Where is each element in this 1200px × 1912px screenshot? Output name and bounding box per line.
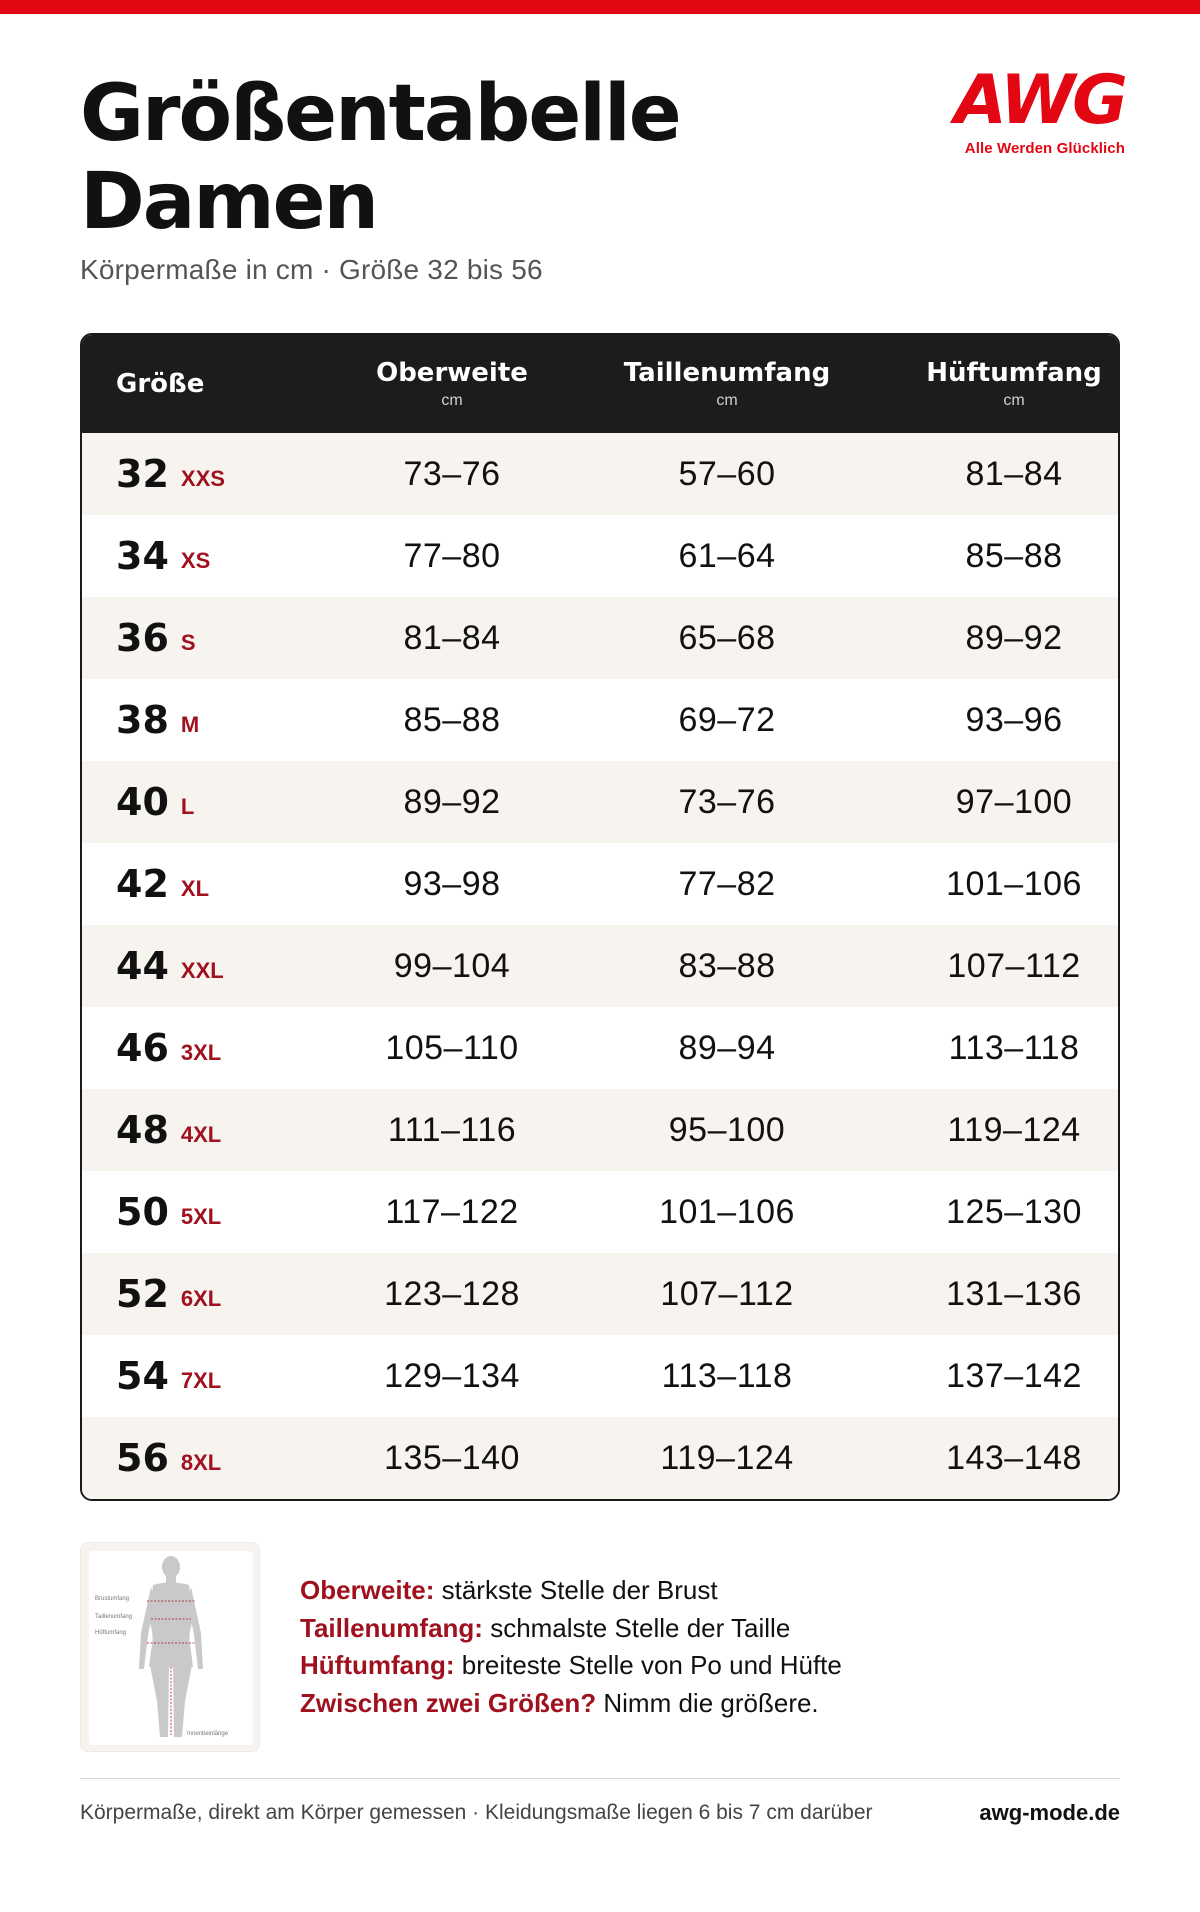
table-row [82,925,1118,1007]
size-number: 52 [116,1272,169,1316]
table-body [82,433,1118,1499]
size-code: 6XL [180,1286,222,1311]
logo-wordmark: AWG [954,61,1125,140]
page-title-line2: Damen [80,157,378,247]
oberweite-cell: 135–140 [384,1438,520,1477]
size-code: M [180,712,200,737]
hueftumfang-cell: 107–112 [947,946,1081,985]
hueftumfang-cell: 125–130 [946,1192,1082,1231]
page-title-line1: Größentabelle [80,69,680,159]
size-cell [116,679,199,761]
figure-label: Hüftumfang [95,1630,127,1636]
legend-key: Hüftumfang: [300,1650,455,1680]
size-code: 3XL [180,1040,222,1065]
size-code: L [180,794,195,819]
taillenumfang-cell: 69–72 [678,700,776,739]
hueftumfang-cell: 97–100 [955,782,1073,821]
column-header-size [116,335,204,433]
column-header-label: Oberweite [376,358,528,388]
table-header [82,335,1118,433]
taillenumfang-cell: 73–76 [678,782,776,821]
size-cell [116,1089,221,1171]
oberweite-cell: 99–104 [393,946,511,985]
column-header-label: Hüftumfang [926,358,1102,388]
column-header-label: Taillenumfang [623,358,831,388]
taillenumfang-cell: 95–100 [668,1110,786,1149]
size-number: 32 [116,452,169,496]
hueftumfang-cell: 137–142 [946,1356,1082,1395]
size-number: 40 [116,780,169,824]
taillenumfang-cell: 57–60 [678,454,776,493]
taillenumfang-cell: 107–112 [660,1274,794,1313]
hueftumfang-cell: 81–84 [965,454,1063,493]
size-code: XXS [180,466,225,491]
size-cell [116,761,194,843]
website-link[interactable]: awg-mode.de [979,1800,1120,1825]
taillenumfang-cell: 83–88 [678,946,776,985]
legend-text: schmalste Stelle der Taille [482,1612,791,1643]
taillenumfang-cell: 65–68 [678,618,776,657]
legend-key: Zwischen zwei Größen? [300,1687,597,1718]
body-figure [80,1542,260,1752]
awg-logo[interactable] [945,61,1125,166]
table-row [82,1089,1118,1171]
size-number: 38 [116,698,169,742]
hueftumfang-cell: 85–88 [965,536,1063,575]
size-cell [116,1171,221,1253]
size-number: 46 [116,1026,169,1070]
size-table [80,333,1120,1501]
size-number: 56 [116,1436,169,1480]
size-code: 5XL [180,1204,222,1229]
table-row [82,1335,1118,1417]
taillenumfang-cell: 119–124 [660,1438,794,1477]
figure-label: Innenbeinlänge [187,1731,229,1737]
size-code: 8XL [180,1450,222,1475]
legend-text: stärkste Stelle der Brust [434,1575,718,1605]
size-code: XXL [180,958,224,983]
size-number: 36 [116,616,169,660]
oberweite-cell: 129–134 [384,1356,520,1395]
taillenumfang-cell: 77–82 [678,864,776,903]
female-silhouette-icon [89,1551,253,1745]
size-cell [116,1253,221,1335]
size-cell [116,1007,221,1089]
top-accent-bar [0,0,1200,14]
oberweite-cell: 93–98 [403,864,501,903]
legend-item [300,1610,1100,1648]
size-number: 34 [116,534,169,578]
legend-item [300,1685,1100,1723]
body-figure-panel [89,1551,253,1745]
size-cell [116,515,210,597]
hueftumfang-cell: 93–96 [965,700,1063,739]
table-row [82,515,1118,597]
taillenumfang-cell: 101–106 [659,1192,795,1231]
size-number: 48 [116,1108,169,1152]
hueftumfang-cell: 113–118 [948,1028,1080,1067]
size-number: 54 [116,1354,169,1398]
hueftumfang-cell: 143–148 [946,1438,1082,1477]
legend-key: Taillenumfang: [300,1612,483,1643]
size-number: 50 [116,1190,169,1234]
legend-key: Oberweite: [300,1575,435,1605]
size-code: S [180,630,196,655]
size-cell [116,843,209,925]
table-row [82,843,1118,925]
taillenumfang-cell: 113–118 [661,1356,793,1395]
size-number: 42 [116,862,169,906]
oberweite-cell: 89–92 [403,782,501,821]
oberweite-cell: 123–128 [384,1274,520,1313]
size-cell [116,597,196,679]
column-header-taillenumfang [587,335,867,433]
page-title [80,70,680,246]
table-row [82,1171,1118,1253]
oberweite-cell: 111–116 [387,1110,517,1149]
table-row [82,433,1118,515]
legend-text: Nimm die größere. [596,1687,819,1718]
hueftumfang-cell: 89–92 [965,618,1063,657]
figure-label: Taillenumfang [95,1614,133,1620]
column-header-unit: cm [716,392,738,409]
hueftumfang-cell: 101–106 [946,864,1082,903]
figure-label: Brustumfang [95,1596,130,1602]
column-header-label: Größe [116,369,205,399]
footer-note: Körpermaße, direkt am Körper gemessen · Kleidungsmaße liegen 6 bis 7 cm darüber [80,1801,873,1824]
legend-item [300,1647,1100,1685]
column-header-unit: cm [441,392,463,409]
oberweite-cell: 81–84 [403,618,501,657]
column-header-oberweite [312,335,592,433]
measurement-legend [300,1572,1100,1722]
table-row [82,1007,1118,1089]
oberweite-cell: 73–76 [403,454,501,493]
oberweite-cell: 85–88 [403,700,501,739]
hueftumfang-cell: 119–124 [947,1110,1081,1149]
size-code: 7XL [180,1368,222,1393]
hueftumfang-cell: 131–136 [946,1274,1082,1313]
table-row [82,1417,1118,1499]
table-row [82,761,1118,843]
size-number: 44 [116,944,169,988]
table-row [82,679,1118,761]
taillenumfang-cell: 61–64 [678,536,776,575]
size-code: XS [180,548,211,573]
size-cell [116,925,224,1007]
size-cell [116,1417,221,1499]
oberweite-cell: 105–110 [385,1028,519,1067]
taillenumfang-cell: 89–94 [678,1028,776,1067]
oberweite-cell: 117–122 [385,1192,519,1231]
table-row [82,1253,1118,1335]
footer-divider [80,1778,1120,1779]
oberweite-cell: 77–80 [403,536,501,575]
column-header-hueftumfang [874,335,1120,433]
legend-item [300,1572,1100,1610]
table-row [82,597,1118,679]
size-cell [116,433,225,515]
size-code: XL [180,876,210,901]
page-subtitle: Körpermaße in cm · Größe 32 bis 56 [80,254,543,285]
size-cell [116,1335,221,1417]
size-code: 4XL [180,1122,222,1147]
column-header-unit: cm [1003,392,1025,409]
legend-text: breiteste Stelle von Po und Hüfte [454,1650,842,1680]
logo-claim: Alle Werden Glücklich [964,140,1125,157]
